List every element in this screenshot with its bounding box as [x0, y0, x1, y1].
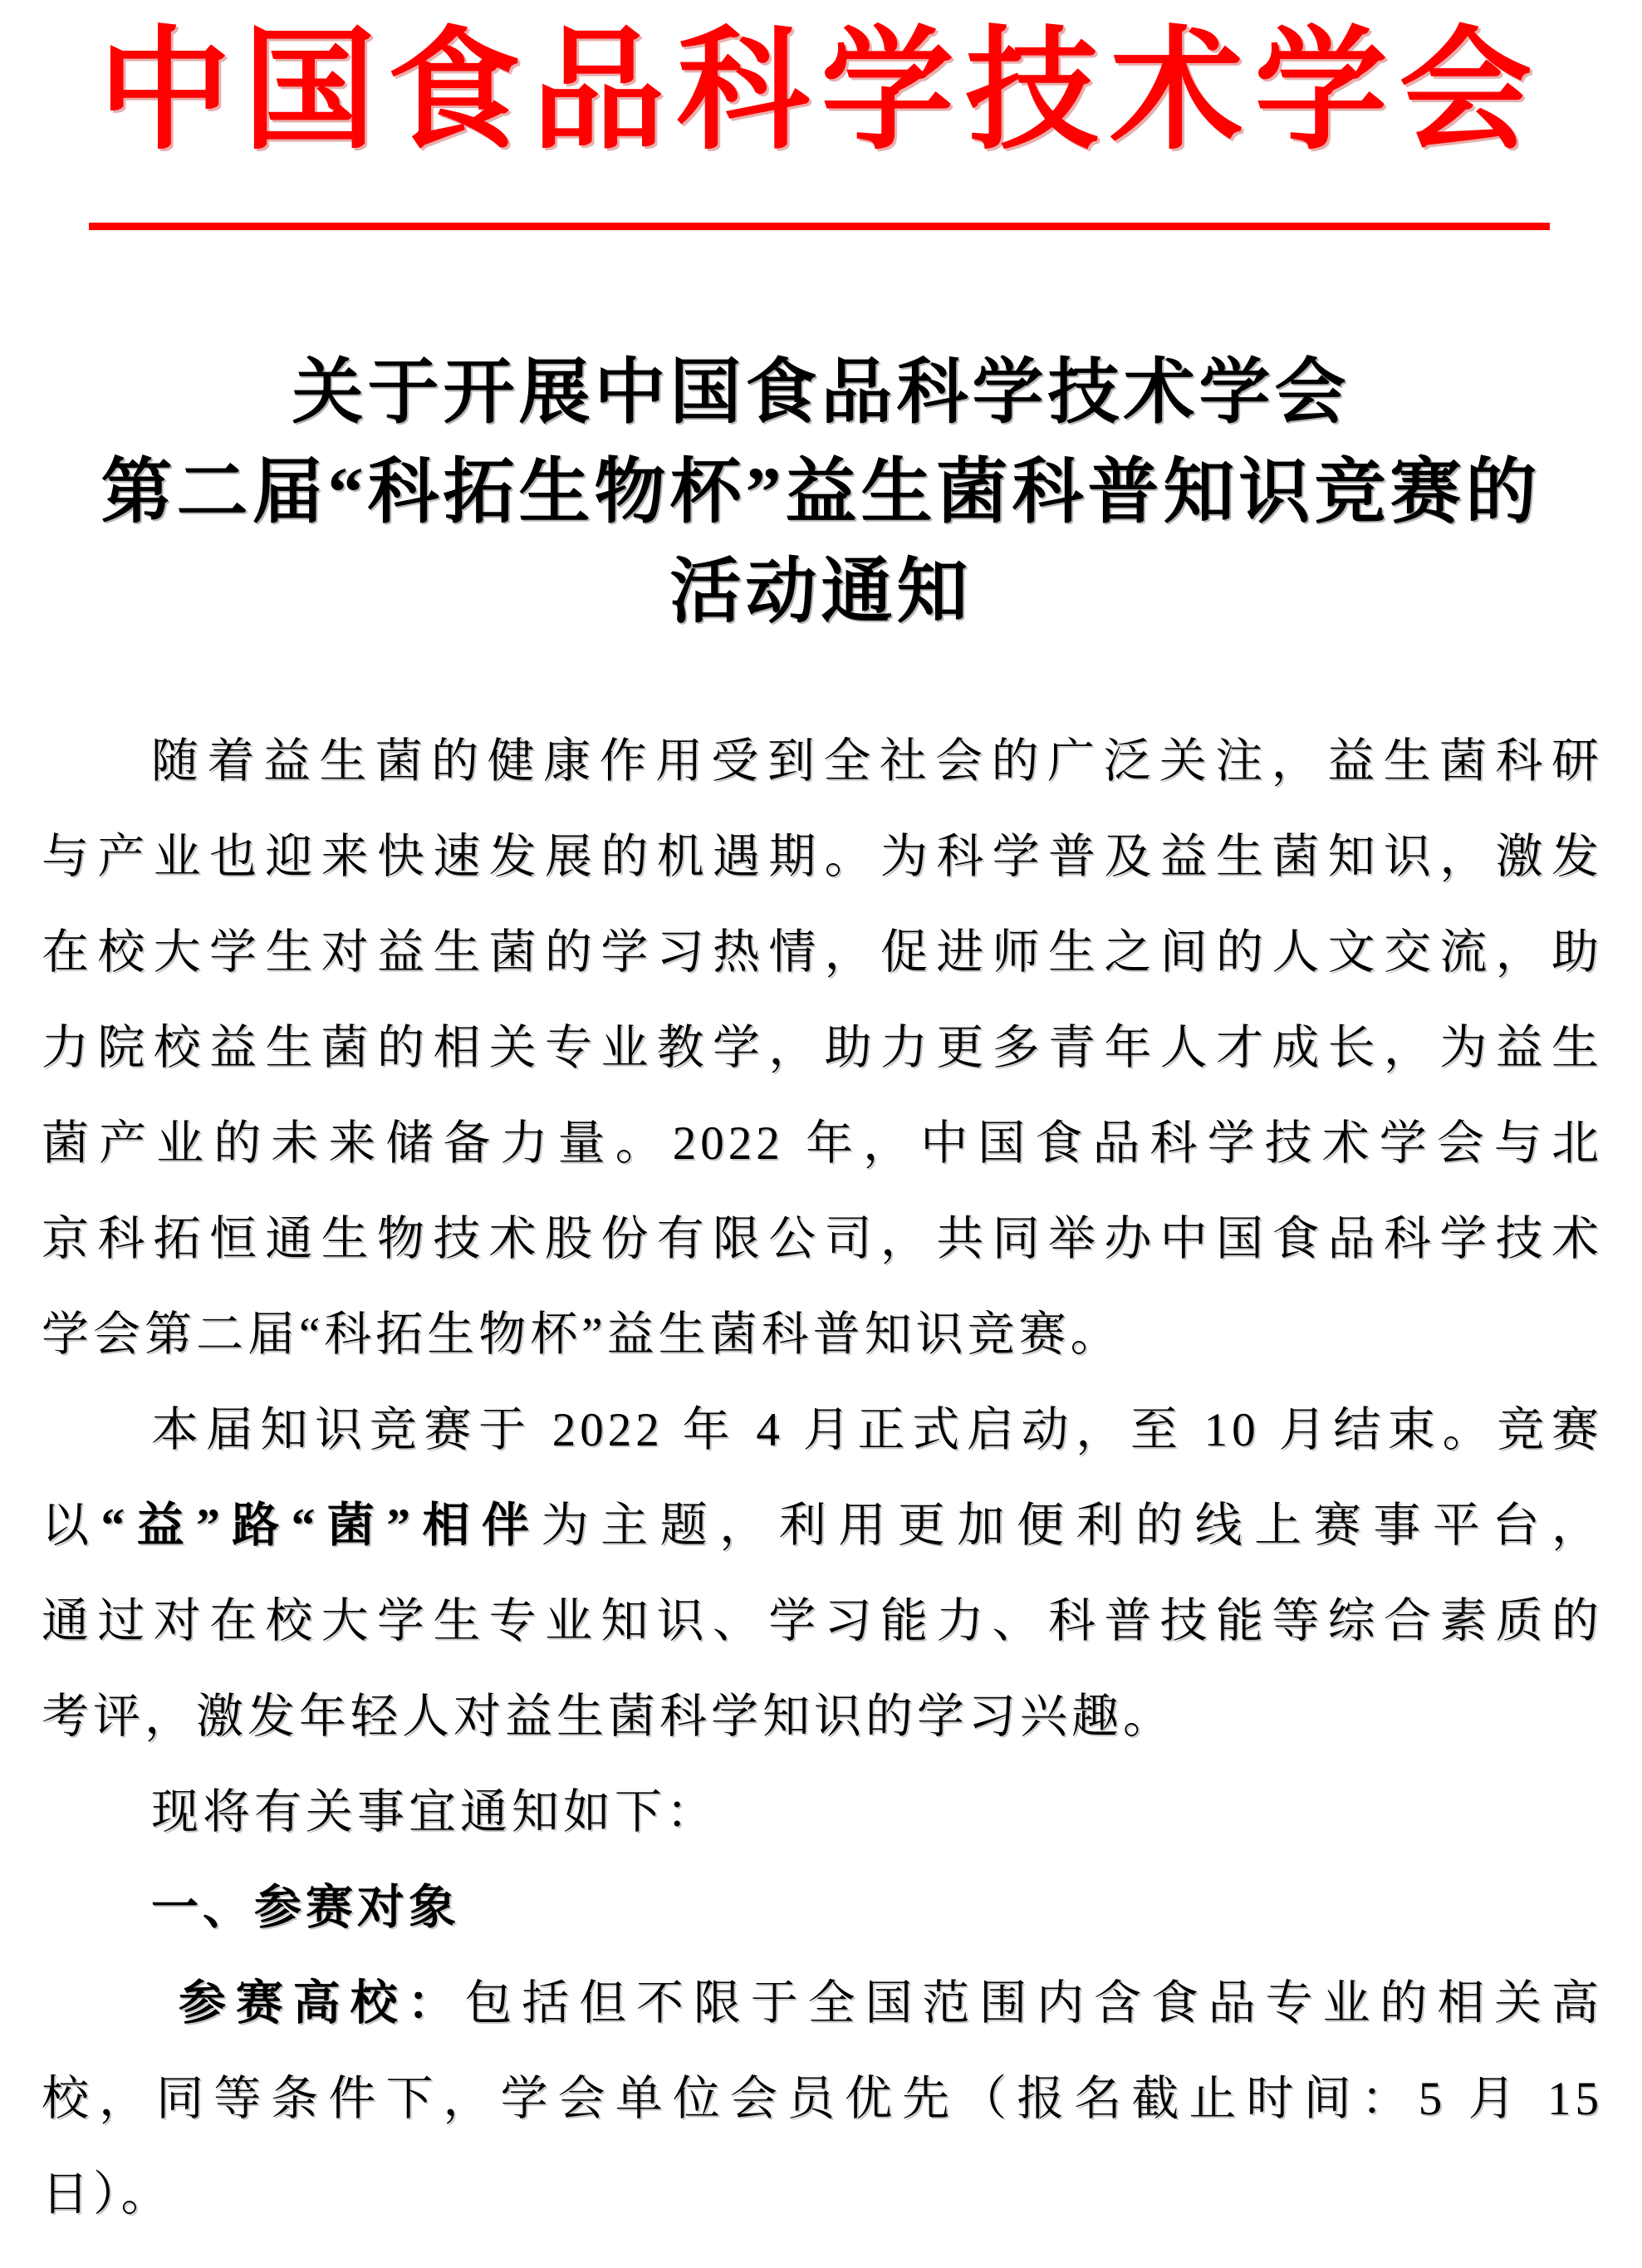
document-title-line-1: 关于开展中国食品科学技术学会	[292, 352, 1350, 432]
body-text-segment: 日）。	[42, 2168, 173, 2221]
body-text-segment: 在校大学生对益生菌的学习热情，促进师生之间的人文交流，助	[42, 926, 1603, 979]
body-text-segment: 现将有关事宜通知如下：	[151, 1786, 718, 1838]
body-text-segment: 以	[42, 1500, 101, 1552]
body-text-segment: 菌产业的未来储备力量。2022 年，中国食品科学技术学会与北	[42, 1117, 1603, 1170]
body-text-segment: 与产业也迎来快速发展的机遇期。为科学普及益生菌知识，激发	[42, 831, 1603, 883]
body-line	[42, 1287, 1603, 1382]
body-line	[42, 714, 1603, 809]
document-title-line-3: 活动通知	[669, 552, 973, 631]
body-line	[42, 1860, 1603, 1956]
organization-masthead: 中国食品科学技术学会	[98, 17, 1544, 165]
notice-body	[0, 714, 1642, 2242]
body-line	[42, 1669, 1603, 1765]
body-line	[42, 1478, 1603, 1573]
emphasis-text: 参赛高校：	[179, 1977, 465, 2030]
body-text-segment: 校，同等条件下，学会单位会员优先（报名截止时间：5 月 15	[42, 2073, 1603, 2125]
body-text-segment: 学会第二届“科拓生物杯”益生菌科普知识竞赛。	[42, 1308, 1122, 1361]
body-line	[42, 2147, 1603, 2242]
emphasis-text: 一、参赛对象	[151, 1882, 460, 1934]
body-text-segment: 为主题，利用更加便利的线上赛事平台，	[541, 1500, 1604, 1552]
document-title	[0, 342, 1642, 641]
emphasis-text: “益”路“菌”相伴	[100, 1500, 542, 1552]
body-text-segment: 包括但不限于全国范围内含食品专业的相关高	[464, 1977, 1603, 2030]
body-line	[42, 1191, 1603, 1287]
body-text-segment: 通过对在校大学生专业知识、学习能力、科普技能等综合素质的	[42, 1595, 1603, 1647]
body-line	[42, 2051, 1603, 2147]
body-text-segment: 京科拓恒通生物技术股份有限公司，共同举办中国食品科学技术	[42, 1213, 1603, 1265]
body-line	[42, 1956, 1603, 2051]
body-line	[42, 809, 1603, 905]
masthead-divider-rule	[89, 223, 1550, 230]
body-line	[42, 905, 1603, 1000]
body-line	[42, 1000, 1603, 1096]
body-text-segment: 考评，激发年轻人对益生菌科学知识的学习兴趣。	[42, 1691, 1174, 1743]
body-text-segment: 本届知识竞赛于 2022 年 4 月正式启动，至 10 月结束。竞赛	[151, 1404, 1603, 1456]
body-line	[42, 1765, 1603, 1860]
body-line	[42, 1573, 1603, 1669]
body-line	[42, 1096, 1603, 1191]
body-line	[42, 1382, 1603, 1478]
body-text-segment: 力院校益生菌的相关专业教学，助力更多青年人才成长，为益生	[42, 1022, 1603, 1074]
document-title-line-2: 第二届“科拓生物杯”益生菌科普知识竞赛的	[100, 452, 1542, 532]
body-text-segment: 随着益生菌的健康作用受到全社会的广泛关注，益生菌科研	[151, 735, 1603, 788]
